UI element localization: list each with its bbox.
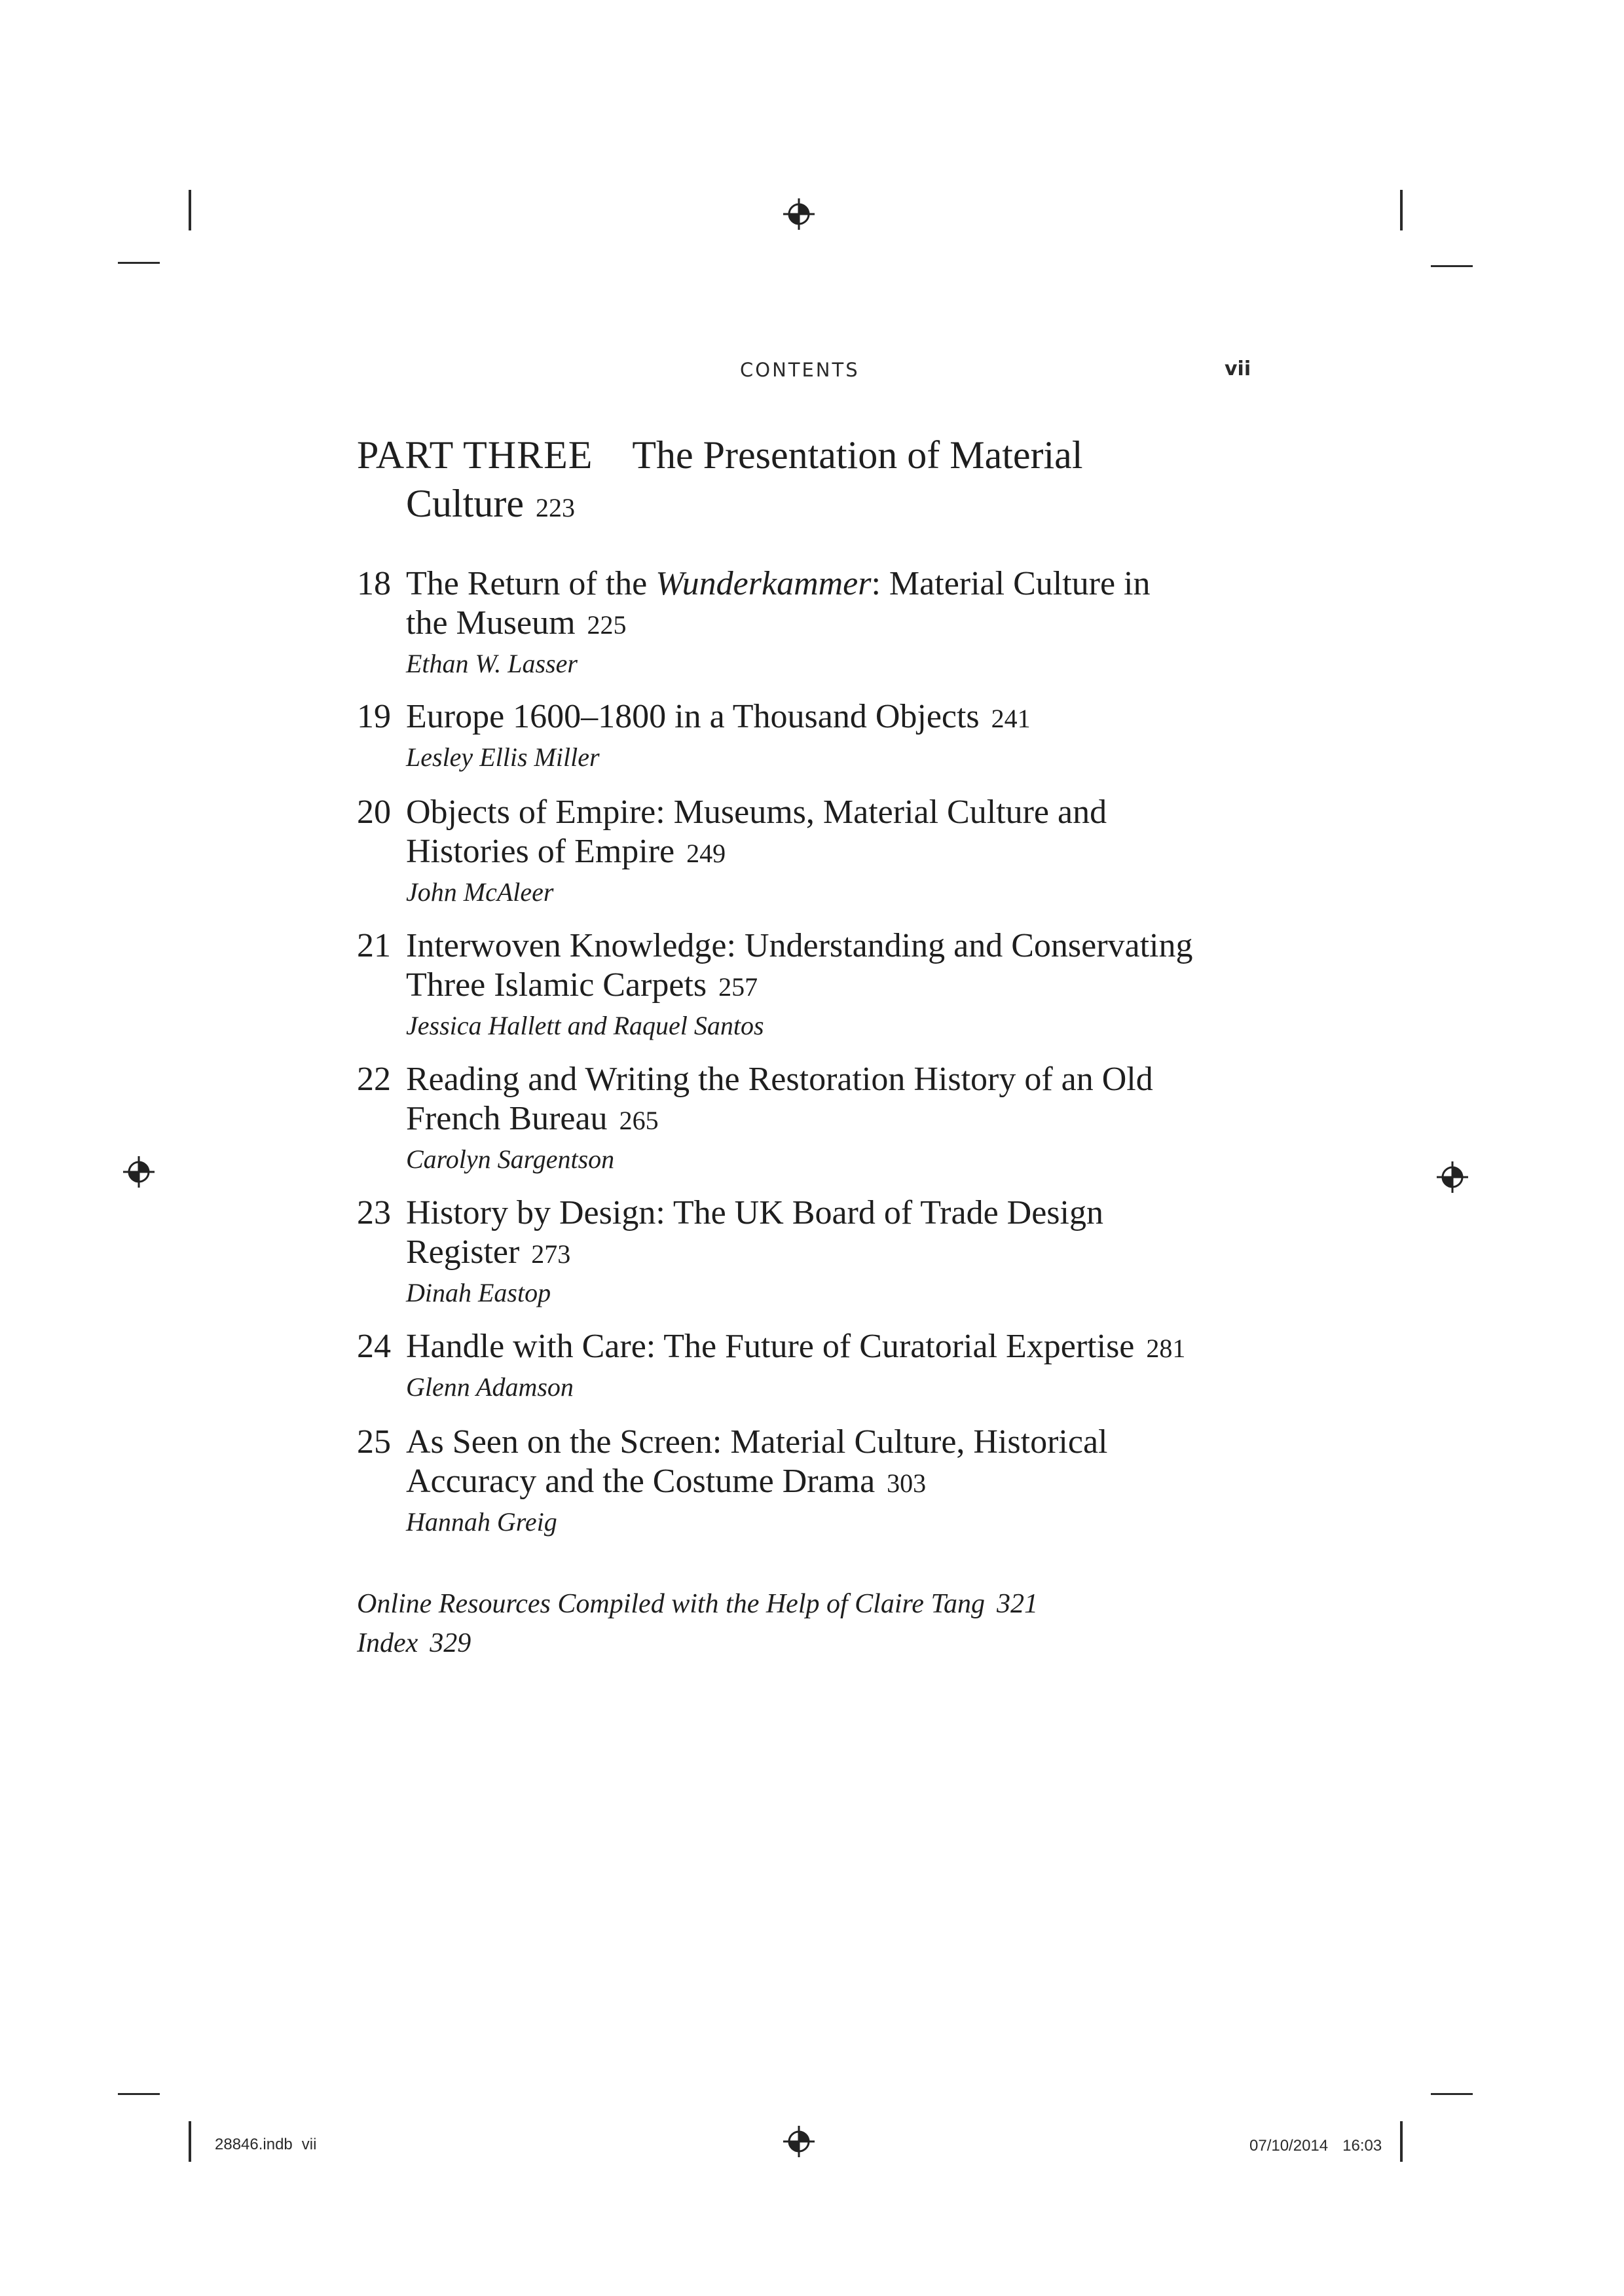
registration-mark-icon: [782, 2124, 816, 2159]
chapter-title: Europe 1600–1800 in a Thousand Objects 241: [406, 698, 1031, 735]
chapter-author: Glenn Adamson: [406, 1372, 574, 1402]
chapter-title-line-2: French Bureau 265: [406, 1100, 659, 1137]
chapter-title-line-2: Three Islamic Carpets 257: [406, 966, 758, 1004]
chapter-author: Carolyn Sargentson: [406, 1144, 615, 1174]
chapter-page-number: 281: [1146, 1334, 1186, 1363]
chapter-title: Objects of Empire: Museums, Material Culture and: [406, 793, 1107, 831]
registration-mark-icon: [782, 197, 816, 231]
part-heading: [357, 431, 1247, 532]
crop-mark-top-left-horizontal: [118, 262, 160, 264]
back-matter: [357, 1584, 1038, 1663]
slug-timestamp: 07/10/2014 16:03: [1249, 2137, 1382, 2155]
slug-file-name: 28846.indb vii: [215, 2136, 317, 2153]
chapter-title: Handle with Care: The Future of Curatorial Expertise 281: [406, 1328, 1186, 1365]
contents-entry-22[interactable]: [357, 1060, 1274, 1178]
contents-entry-24[interactable]: [357, 1327, 1274, 1406]
registration-mark-icon: [122, 1155, 156, 1189]
part-heading-line-2: [357, 479, 1247, 532]
chapter-number: 25: [357, 1423, 391, 1461]
chapter-author: Dinah Eastop: [406, 1278, 551, 1307]
chapter-title-line-2: Register 273: [406, 1233, 571, 1271]
chapter-author: Jessica Hallett and Raquel Santos: [406, 1011, 764, 1040]
chapter-number: 22: [357, 1061, 391, 1098]
part-title-line-1: The Presentation of Material: [632, 433, 1083, 477]
crop-mark-top-right-horizontal: [1431, 265, 1473, 267]
back-matter-online-resources[interactable]: Online Resources Compiled with the Help of Claire Tang 321: [357, 1589, 1038, 1619]
chapter-number: 24: [357, 1328, 391, 1365]
chapter-number: 19: [357, 698, 391, 735]
chapter-author: Lesley Ellis Miller: [406, 742, 600, 772]
part-title-line-2: Culture: [406, 482, 524, 525]
contents-entry-21[interactable]: [357, 926, 1274, 1045]
crop-mark-top-left-vertical: [189, 190, 191, 230]
chapter-page-number: 273: [531, 1239, 571, 1269]
contents-entry-25[interactable]: [357, 1423, 1274, 1541]
part-label: PART THREE: [357, 433, 593, 477]
chapter-title: Interwoven Knowledge: Understanding and Conservating: [406, 927, 1193, 964]
crop-mark-bottom-left-vertical: [189, 2121, 191, 2162]
chapter-page-number: 303: [887, 1468, 927, 1498]
chapter-page-number: 241: [991, 704, 1031, 733]
chapter-title-line-2: Accuracy and the Costume Drama 303: [406, 1463, 927, 1500]
running-head: CONTENTS: [740, 359, 860, 381]
contents-entry-18[interactable]: [357, 564, 1274, 683]
crop-mark-bottom-right-vertical: [1400, 2121, 1403, 2162]
chapter-author: Ethan W. Lasser: [406, 649, 578, 678]
chapter-author: Hannah Greig: [406, 1507, 557, 1537]
chapter-page-number: 225: [587, 610, 627, 640]
chapter-title-line-2: Histories of Empire 249: [406, 833, 726, 870]
chapter-page-number: 257: [718, 972, 758, 1002]
chapter-title: Reading and Writing the Restoration History of an Old: [406, 1061, 1153, 1098]
back-matter-index[interactable]: Index 329: [357, 1628, 471, 1658]
chapter-number: 23: [357, 1194, 391, 1231]
part-heading-line-1: [357, 431, 1247, 479]
chapter-title-italic: Wunderkammer: [655, 565, 872, 602]
chapter-title: History by Design: The UK Board of Trade Design: [406, 1194, 1103, 1231]
crop-mark-bottom-left-horizontal: [118, 2093, 160, 2095]
chapter-page-number: 249: [686, 839, 726, 868]
registration-mark-icon: [1435, 1160, 1469, 1194]
chapter-title: The Return of the Wunderkammer: Material Culture in: [406, 565, 1151, 602]
chapter-title-line-2: the Museum 225: [406, 604, 627, 642]
crop-mark-top-right-vertical: [1400, 190, 1403, 230]
contents-entry-19[interactable]: [357, 697, 1274, 776]
back-matter-page-number: 329: [430, 1628, 471, 1658]
part-page-number: 223: [535, 493, 575, 522]
chapter-author: John McAleer: [406, 877, 554, 907]
contents-entry-20[interactable]: [357, 793, 1274, 911]
chapter-number: 18: [357, 565, 391, 602]
chapter-number: 21: [357, 927, 391, 964]
chapter-title: As Seen on the Screen: Material Culture, Historical: [406, 1423, 1108, 1461]
chapter-number: 20: [357, 793, 391, 831]
back-matter-page-number: 321: [996, 1589, 1038, 1619]
contents-entry-23[interactable]: [357, 1194, 1274, 1312]
crop-mark-bottom-right-horizontal: [1431, 2093, 1473, 2095]
page-folio: vii: [1225, 357, 1251, 380]
chapter-page-number: 265: [619, 1106, 659, 1135]
